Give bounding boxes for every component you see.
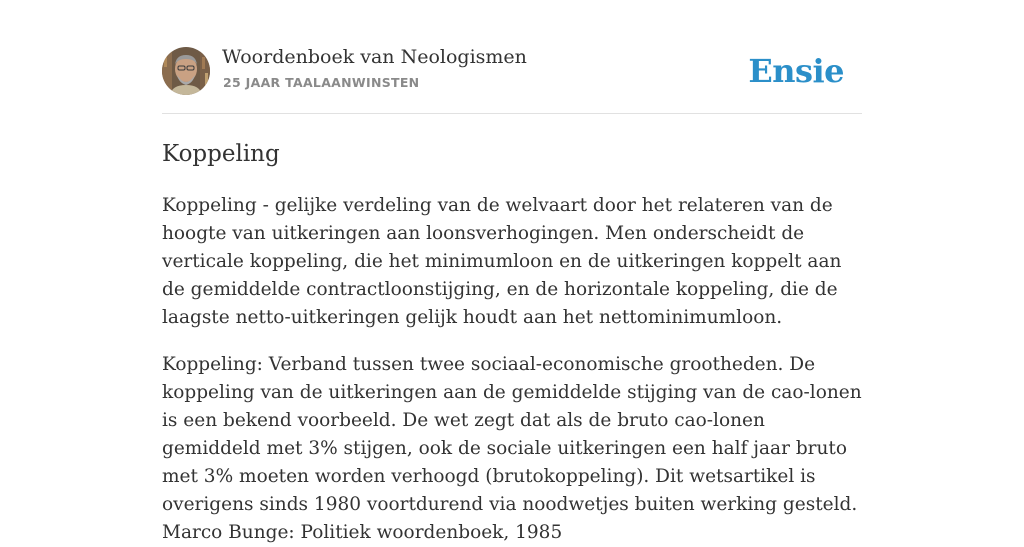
page bbox=[162, 0, 862, 547]
author-portrait-icon[interactable] bbox=[162, 47, 210, 95]
definition-2: Koppeling: Verband tussen twee sociaal-economische grootheden. De koppeling van de uitkeringen aan de gemiddelde stijging van de cao-lonen is een bekend voorbeeld. De wet zegt dat als de bruto cao-lonen gemiddeld met 3% stijgen, ook de sociale uitkeringen een half jaar bruto met 3% moeten worden verhoogd (brutokoppeling). Dit wetsartikel is overigens sinds 1980 voortdurend via noodwetjes buiten werking gesteld. Marco Bunge: Politiek woordenboek, 1985 bbox=[162, 354, 862, 543]
site-subtitle: 25 JAAR TAALAANWINSTEN bbox=[223, 75, 420, 90]
header bbox=[162, 0, 862, 114]
entry-title: Koppeling bbox=[162, 141, 280, 167]
definition-1: Koppeling - gelijke verdeling van de welvaart door het relateren van de hoogte van uitkeringen aan loonsverhogingen. Men onderscheidt de verticale koppeling, die het minimumloon en de uitkeringen koppelt aan de gemiddelde contractloonstijging, en de horizontale koppeling, die de laagste netto-uitkeringen gelijk houdt aan het nettominimumloon. bbox=[162, 195, 842, 328]
site-title[interactable]: Woordenboek van Neologismen bbox=[222, 46, 527, 68]
ensie-logo[interactable]: Ensie bbox=[748, 52, 844, 90]
